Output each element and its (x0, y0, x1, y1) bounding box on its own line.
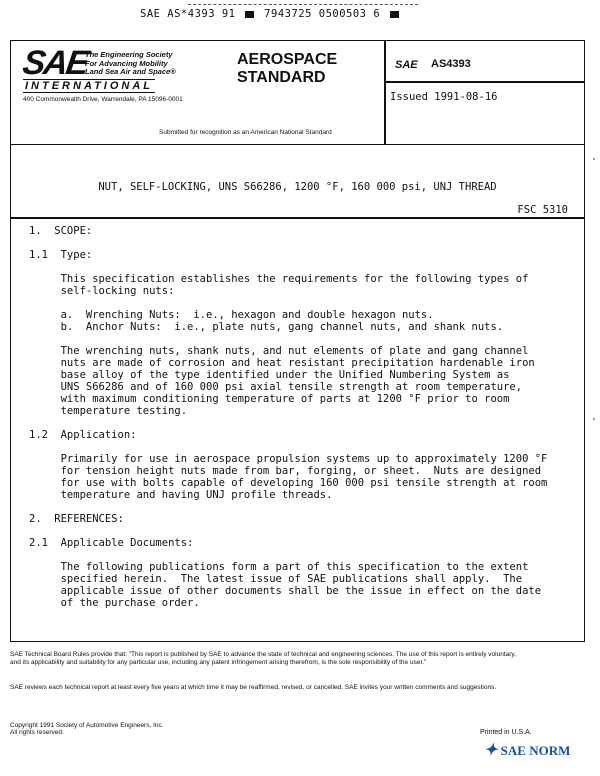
sae-norm-watermark (484, 740, 570, 760)
body-line (29, 333, 569, 345)
header-divider-h (384, 81, 584, 83)
body-line: 2.1 Applicable Documents: (29, 537, 194, 549)
document-header (11, 41, 584, 145)
body-line: 1.1 Type: (29, 249, 93, 261)
sae-mark: SAE (20, 44, 90, 82)
barcode-text: SAE AS*4393 91 (140, 8, 236, 20)
document-type (237, 51, 337, 87)
body-line: specified herein. The latest issue of SAE publications shall apply. The (29, 573, 523, 585)
body-line: for use with bolts capable of developing 160 000 psi tensile strength at room (29, 477, 548, 489)
document-title: NUT, SELF-LOCKING, UNS S66286, 1200 °F, 160 000 psi, UNJ THREAD (98, 181, 497, 193)
society-line: Land Sea Air and Space® (85, 67, 176, 76)
doc-type-line2: STANDARD (237, 69, 326, 86)
title-separator (11, 217, 584, 219)
scan-speck (593, 158, 595, 160)
body-line: This specification establishes the requirements for the following types of (29, 273, 529, 285)
body-line: temperature testing. (29, 405, 188, 417)
society-line: The Engineering Society (85, 50, 173, 59)
document-frame (10, 40, 585, 642)
body-line: 2. REFERENCES: (29, 513, 124, 525)
rights: All rights reserved. (10, 729, 64, 736)
barcode-block (245, 11, 254, 18)
review-note: SAE reviews each technical report at least every five years at which time it may be reaffirmed, revised, or cancelled. SAE invites your written comments and suggestions. (10, 684, 497, 691)
body-line (29, 525, 569, 537)
fsc-code: FSC 5310 (517, 204, 568, 216)
body-line: nuts are made of corrosion and heat resistant precipitation hardenable iron (29, 357, 535, 369)
sae-logo (20, 44, 233, 103)
body-line: of the purchase order. (29, 597, 200, 609)
barcode-text-2: 7943725 0500503 6 (264, 8, 381, 20)
body-line (29, 261, 569, 273)
barcode-block (390, 11, 399, 18)
body-line: 1. SCOPE: (29, 225, 93, 237)
body-line: temperature and having UNJ profile threads. (29, 489, 333, 501)
copyright: Copyright 1991 Society of Automotive Engineers, Inc. (10, 722, 164, 729)
issued-date: Issued 1991-08-16 (390, 91, 498, 103)
body-line: with maximum conditioning temperature of parts at 1200 °F prior to room (29, 393, 510, 405)
standard-number: AS4393 (431, 58, 471, 70)
header-divider (384, 41, 386, 144)
body-line: self-locking nuts: (29, 285, 175, 297)
body-line: for tension height nuts made from bar, forging, or sheet. Nuts are designed (29, 465, 542, 477)
international-label: INTERNATIONAL (25, 80, 154, 92)
body-line (29, 549, 569, 561)
body-line: Primarily for use in aerospace propulsion systems up to approximately 1200 °F (29, 453, 548, 465)
scan-top-line (188, 4, 418, 5)
body-line: The following publications form a part of this specification to the extent (29, 561, 529, 573)
scan-barcode (140, 8, 402, 20)
board-rules: SAE Technical Board Rules provide that: "This report is published by SAE to advance the state of technical and engineering sciences. The use of this report is entirely voluntary, and its applicability and suitability for any particular use, including any patent infringement arising therefrom, is the sole responsibility of the user." (10, 651, 516, 666)
society-line: For Advancing Mobility (85, 58, 168, 68)
doc-type-line1: AEROSPACE (237, 51, 338, 68)
body-line (29, 417, 569, 429)
body-line: a. Wrenching Nuts: i.e., hexagon and double hexagon nuts. (29, 309, 434, 321)
std-logo: SAE (395, 59, 418, 71)
body-line: The wrenching nuts, shank nuts, and nut elements of plate and gang channel (29, 345, 529, 357)
printed-in: Printed in U.S.A. (480, 729, 532, 736)
body-line (29, 441, 569, 453)
body-line (29, 237, 569, 249)
watermark-logo-icon: ✦ (484, 742, 498, 759)
address: 400 Commonwealth Drive, Warrendale, PA 15096-0001 (23, 96, 183, 103)
scan-speck (593, 418, 595, 420)
watermark-text: SAE NORM (500, 743, 571, 758)
body-line (29, 297, 569, 309)
society-text (85, 51, 225, 77)
document-body (29, 225, 569, 609)
body-line: 1.2 Application: (29, 429, 137, 441)
body-line: b. Anchor Nuts: i.e., plate nuts, gang channel nuts, and shank nuts. (29, 321, 504, 333)
body-line: applicable issue of other documents shall be the issue in effect on the date (29, 585, 542, 597)
body-line: UNS S66286 and of 160 000 psi axial tensile strength at room temperature, (29, 381, 523, 393)
body-line: base alloy of the type identified under the Unified Numbering System as (29, 369, 510, 381)
body-line (29, 501, 569, 513)
submitted-note: Submitted for recognition as an American National Standard (159, 129, 332, 136)
